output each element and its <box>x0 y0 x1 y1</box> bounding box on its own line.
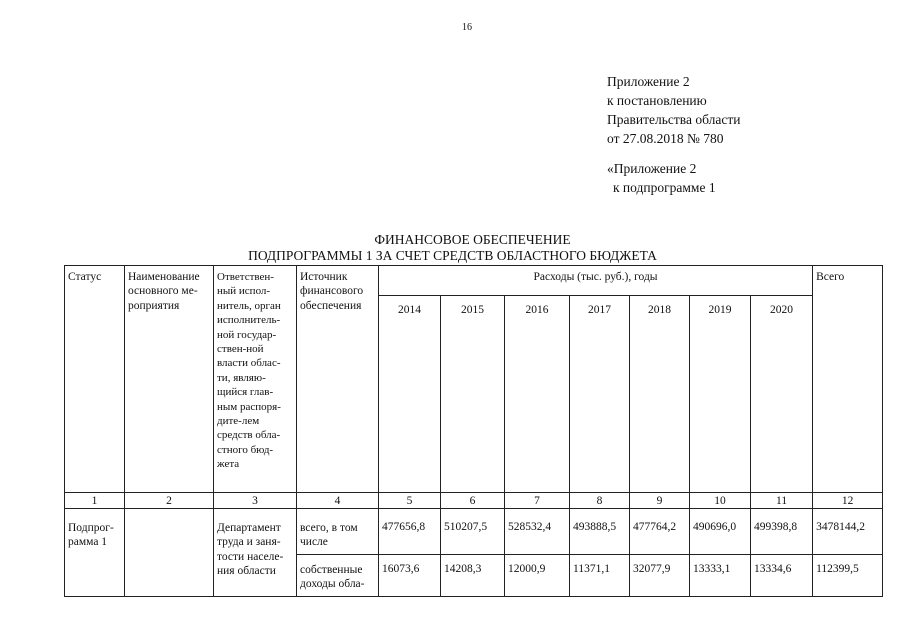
appendix-line: Правительства области <box>607 112 741 127</box>
value-cell: 11371,1 <box>570 554 630 596</box>
value-cell: 510207,5 <box>441 509 505 555</box>
value-cell: 477764,2 <box>630 509 690 555</box>
total-cell: 3478144,2 <box>813 509 883 555</box>
header-expenses: Расходы (тыс. руб.), годы <box>379 266 813 296</box>
column-number: 11 <box>751 493 813 509</box>
column-number: 8 <box>570 493 630 509</box>
column-number: 3 <box>214 493 297 509</box>
year-cell: 2018 <box>630 296 690 493</box>
year-cell: 2020 <box>751 296 813 493</box>
header-total: Всего <box>813 266 883 493</box>
value-cell: 16073,6 <box>379 554 441 596</box>
appendix-line: от 27.08.2018 № 780 <box>607 131 724 146</box>
value-cell: 528532,4 <box>505 509 570 555</box>
header-responsible: Ответствен-ный испол-нитель, орган исполнитель-ной государ-ствен-ной власти облас-ти, являю-щийся глав-ным распоря-дите-лем средств обла-стного бюд-жета <box>214 266 297 493</box>
header-name: Наименование основного ме-роприятия <box>125 266 214 493</box>
appendix-line: Приложение 2 <box>607 74 690 89</box>
value-cell: 14208,3 <box>441 554 505 596</box>
row-name <box>125 509 214 597</box>
column-number: 2 <box>125 493 214 509</box>
sub-appendix-block <box>607 159 716 197</box>
value-cell: 12000,9 <box>505 554 570 596</box>
year-cell: 2017 <box>570 296 630 493</box>
page-number: 16 <box>462 22 472 33</box>
value-cell: 13334,6 <box>751 554 813 596</box>
column-number: 9 <box>630 493 690 509</box>
total-cell: 112399,5 <box>813 554 883 596</box>
header-row <box>65 266 883 296</box>
year-cell: 2014 <box>379 296 441 493</box>
column-number: 6 <box>441 493 505 509</box>
appendix-line: к постановлению <box>607 93 707 108</box>
header-source: Источник финансового обеспечения <box>297 266 379 493</box>
sub-appendix-line: «Приложение 2 <box>607 161 697 176</box>
year-cell: 2016 <box>505 296 570 493</box>
column-number-row <box>65 493 883 509</box>
value-cell: 499398,8 <box>751 509 813 555</box>
column-number: 1 <box>65 493 125 509</box>
value-cell: 477656,8 <box>379 509 441 555</box>
row-responsible: Департамент труда и заня-тости населе-ния области <box>214 509 297 597</box>
table-row <box>65 509 883 555</box>
row-status: Подпрог-рамма 1 <box>65 509 125 597</box>
row-source: всего, в том числе <box>297 509 379 555</box>
column-number: 4 <box>297 493 379 509</box>
value-cell: 32077,9 <box>630 554 690 596</box>
title-line: ФИНАНСОВОЕ ОБЕСПЕЧЕНИЕ <box>374 232 571 247</box>
value-cell: 493888,5 <box>570 509 630 555</box>
header-status: Статус <box>65 266 125 493</box>
year-cell: 2015 <box>441 296 505 493</box>
column-number: 12 <box>813 493 883 509</box>
column-number: 5 <box>379 493 441 509</box>
title-line: ПОДПРОГРАММЫ 1 ЗА СЧЕТ СРЕДСТВ ОБЛАСТНОГО БЮДЖЕТА <box>248 248 657 263</box>
row-source: собственные доходы обла- <box>297 554 379 596</box>
column-number: 10 <box>690 493 751 509</box>
year-cell: 2019 <box>690 296 751 493</box>
sub-appendix-line: к подпрограмме 1 <box>613 180 716 195</box>
appendix-block <box>607 72 740 148</box>
document-title <box>0 232 905 264</box>
value-cell: 490696,0 <box>690 509 751 555</box>
financing-table <box>64 265 883 597</box>
value-cell: 13333,1 <box>690 554 751 596</box>
column-number: 7 <box>505 493 570 509</box>
